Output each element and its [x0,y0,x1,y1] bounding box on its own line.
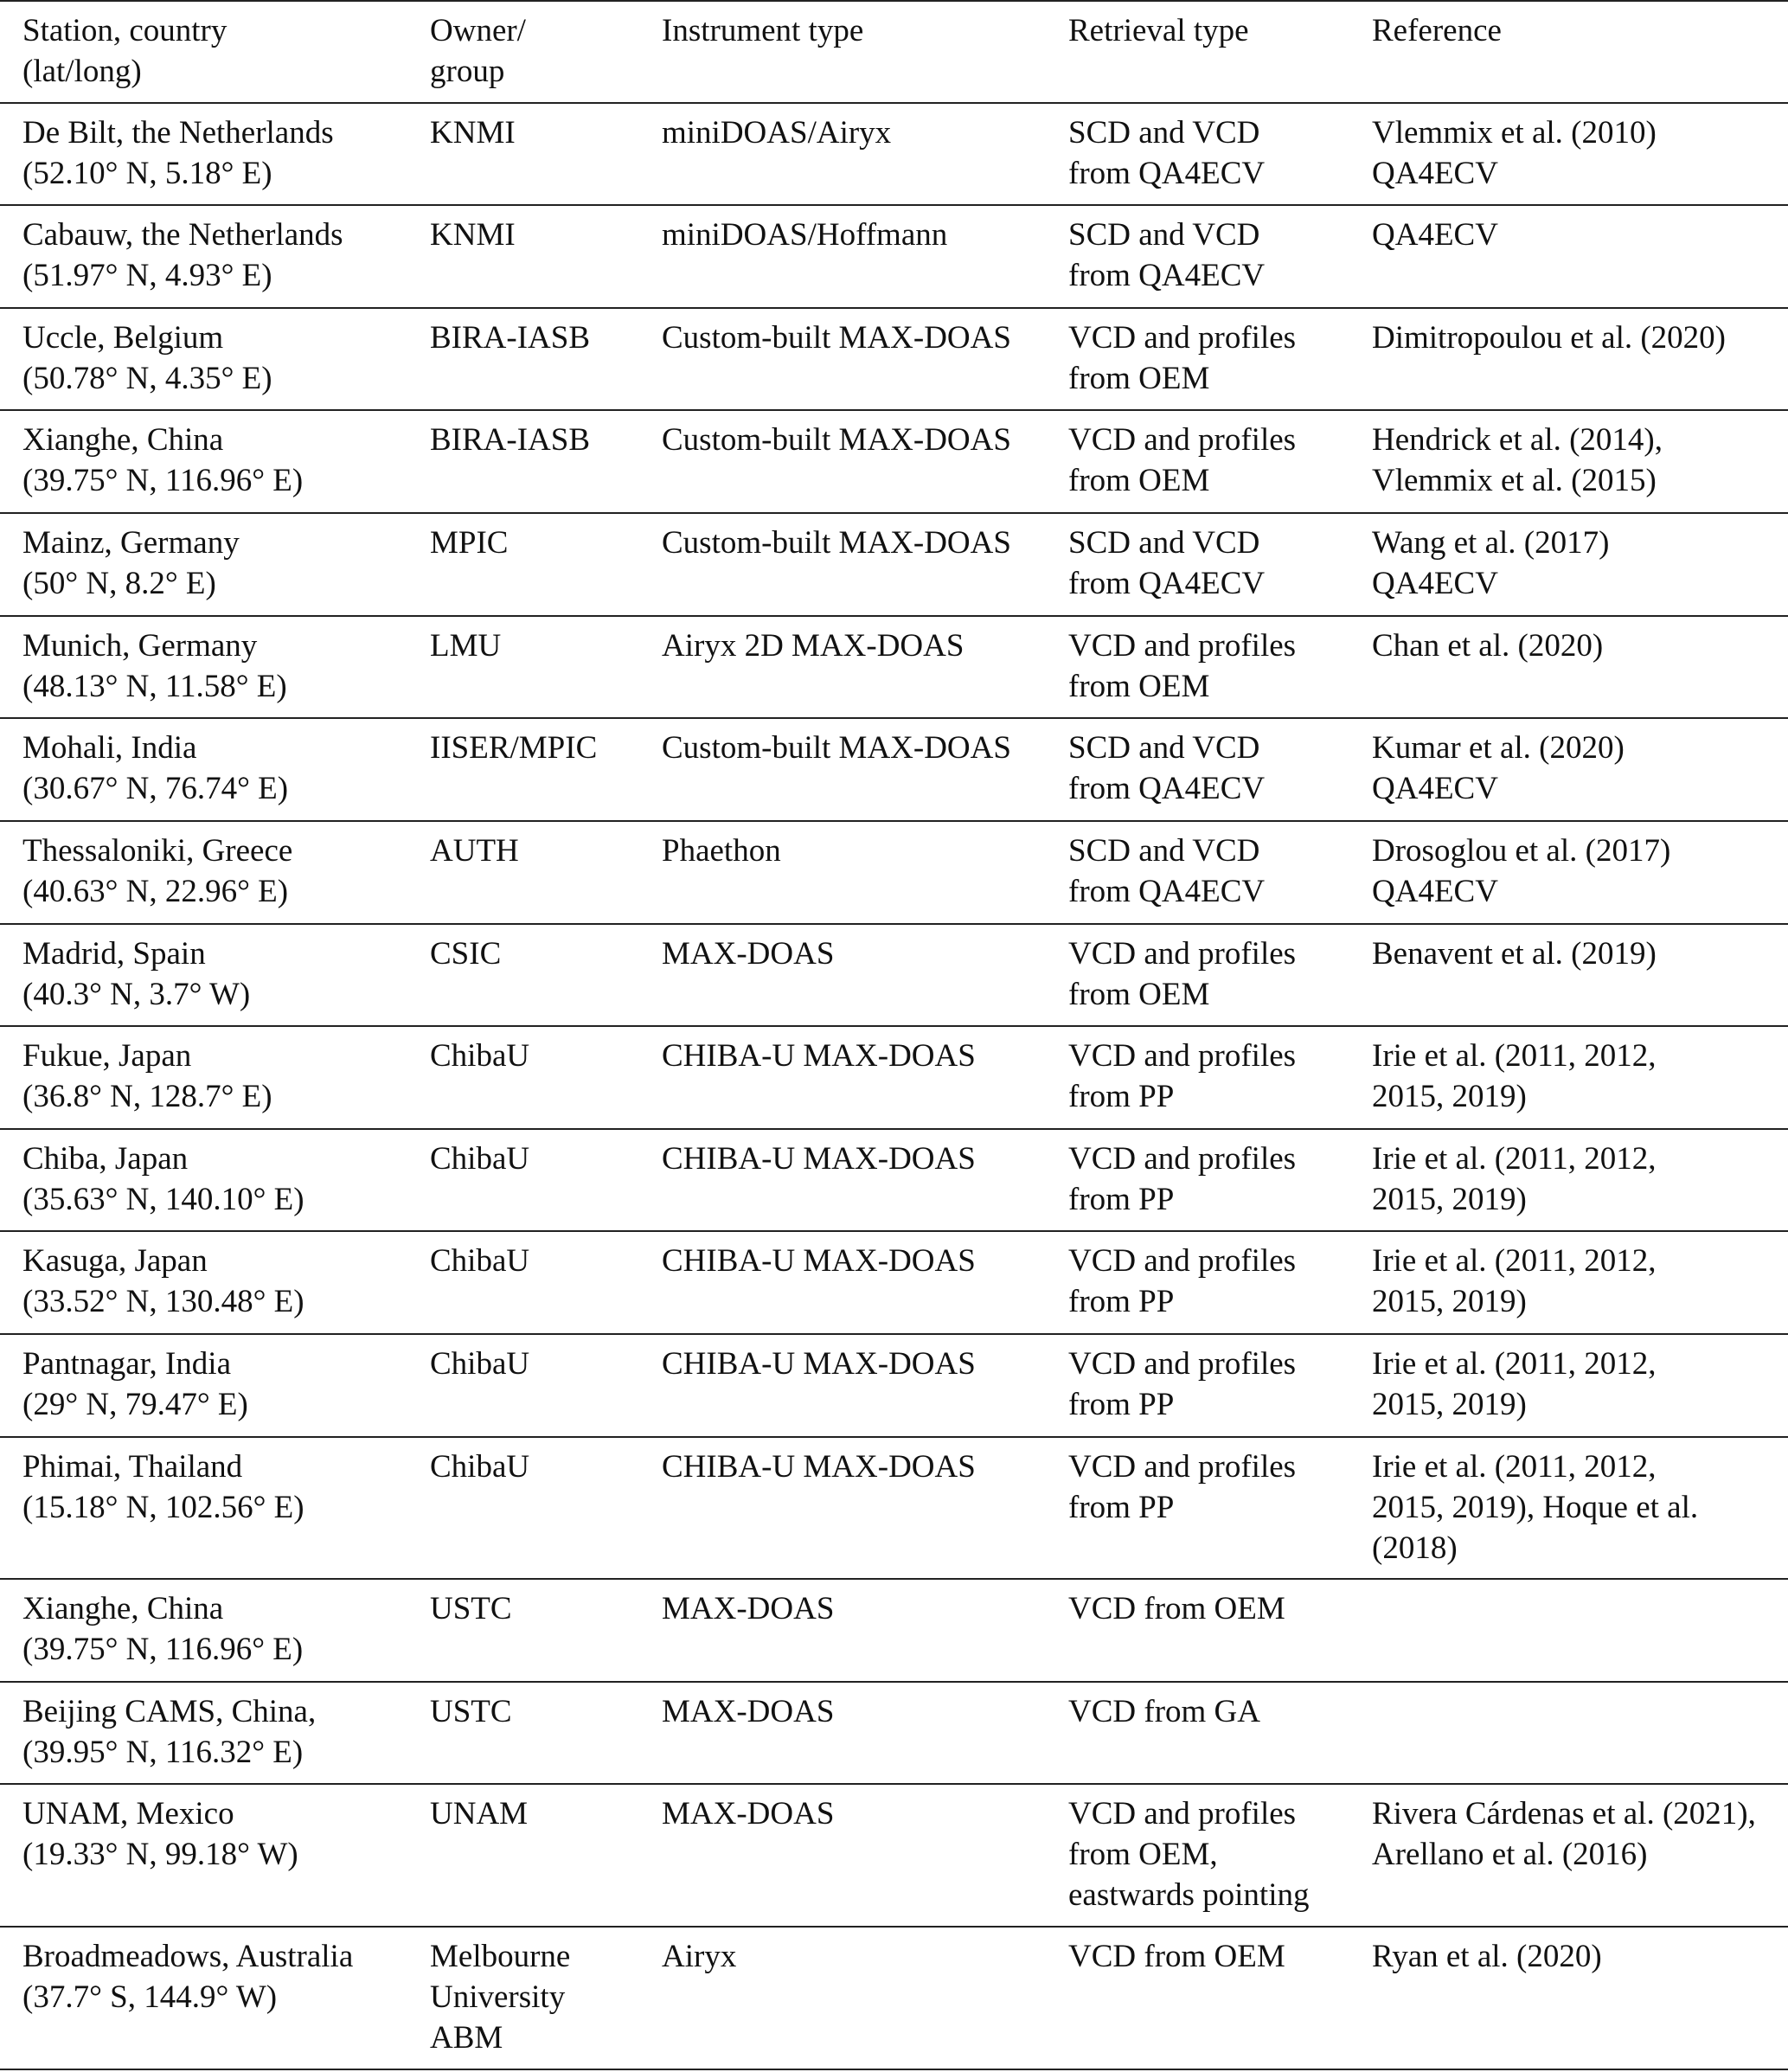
cell-owner [430,831,519,871]
table-row [0,309,1788,411]
cell-station-line: (33.52° N, 130.48° E) [22,1284,304,1319]
cell-instrument-line: MAX-DOAS [662,936,835,972]
cell-owner [430,318,590,358]
table-row [0,719,1788,822]
cell-station-line: Uccle, Belgium [22,320,224,356]
cell-reference [1372,933,1657,974]
cell-owner-line: ChibaU [430,1449,530,1485]
table-row [0,1027,1788,1130]
cell-instrument [662,1344,976,1384]
cell-retrieval-line: from QA4ECV [1068,874,1266,909]
cell-instrument [662,1691,834,1732]
cell-instrument-line: Custom-built MAX-DOAS [662,525,1011,561]
table-header [0,0,1788,104]
cell-station-line: (39.75° N, 116.96° E) [22,1632,304,1667]
cell-reference [1372,1447,1698,1568]
cell-retrieval-line: from QA4ECV [1068,258,1266,293]
cell-owner [430,1588,512,1629]
cell-reference-line: Rivera Cárdenas et al. (2021), [1372,1796,1756,1831]
cell-station [22,1036,272,1117]
cell-station [22,1936,353,2017]
cell-station-line: (36.8° N, 128.7° E) [22,1079,272,1114]
cell-retrieval [1068,1139,1296,1220]
cell-station-line: (19.33° N, 99.18° W) [22,1837,298,1872]
cell-reference [1372,318,1726,358]
cell-owner-line: UNAM [430,1796,529,1831]
cell-retrieval [1068,933,1296,1015]
cell-retrieval-line: VCD from OEM [1068,1939,1285,1974]
cell-instrument-line: Custom-built MAX-DOAS [662,730,1011,766]
cell-instrument [662,1447,976,1487]
column-header-owner [430,10,526,92]
cell-instrument-line: CHIBA-U MAX-DOAS [662,1346,976,1382]
cell-station [22,728,288,809]
cell-owner-line: Melbourne [430,1939,571,1974]
cell-retrieval-line: VCD and profiles [1068,936,1297,972]
cell-owner [430,1241,529,1281]
cell-instrument-line: MAX-DOAS [662,1591,835,1626]
cell-instrument-line: miniDOAS/Airyx [662,115,892,151]
cell-instrument-line: Phaethon [662,833,781,869]
cell-retrieval-line: from PP [1068,1079,1175,1114]
column-header-retrieval [1068,10,1249,51]
cell-owner [430,1447,529,1487]
column-header-instrument [662,10,863,51]
cell-retrieval-line: SCD and VCD [1068,730,1260,766]
cell-owner [430,112,516,153]
cell-instrument-line: Airyx 2D MAX-DOAS [662,628,964,664]
cell-retrieval-line: VCD from GA [1068,1694,1260,1729]
cell-reference [1372,1344,1656,1425]
cell-station [22,1447,304,1528]
cell-reference [1372,1793,1756,1875]
cell-instrument-line: MAX-DOAS [662,1796,835,1831]
cell-owner-line: BIRA-IASB [430,320,591,356]
cell-instrument [662,215,947,255]
cell-retrieval-line: from QA4ECV [1068,566,1266,601]
cell-owner [430,625,501,666]
cell-station [22,215,343,296]
cell-instrument-line: miniDOAS/Hoffmann [662,217,948,253]
cell-retrieval-line: VCD and profiles [1068,1346,1297,1382]
cell-reference-line: Vlemmix et al. (2015) [1372,463,1657,498]
cell-retrieval-line: from OEM [1068,669,1210,704]
cell-owner [430,1691,512,1732]
table-row [0,822,1788,925]
cell-retrieval-line: SCD and VCD [1068,217,1260,253]
cell-reference-line: Irie et al. (2011, 2012, [1372,1243,1657,1279]
cell-retrieval [1068,1936,1285,1977]
cell-station-line: Mainz, Germany [22,525,240,561]
cell-owner-line: BIRA-IASB [430,422,591,458]
column-header-station [22,10,227,92]
cell-reference-line: QA4ECV [1372,217,1498,253]
table-row [0,104,1788,206]
table-row [0,1928,1788,2070]
cell-owner-line: ChibaU [430,1038,530,1074]
cell-retrieval-line: from QA4ECV [1068,771,1266,806]
cell-retrieval-line: VCD and profiles [1068,1449,1297,1485]
cell-retrieval [1068,318,1296,399]
cell-reference-line: 2015, 2019) [1372,1387,1527,1422]
cell-station-line: (48.13° N, 11.58° E) [22,669,287,704]
cell-instrument [662,933,834,974]
table-row [0,206,1788,309]
cell-reference-line: Wang et al. (2017) [1372,525,1610,561]
table-row [0,1438,1788,1580]
cell-retrieval-line: from OEM [1068,977,1210,1012]
cell-station [22,1793,298,1875]
cell-retrieval-line: SCD and VCD [1068,525,1260,561]
column-header-reference-line: Reference [1372,13,1502,48]
cell-retrieval-line: from PP [1068,1182,1175,1217]
cell-reference [1372,728,1625,809]
cell-instrument-line: CHIBA-U MAX-DOAS [662,1038,976,1074]
cell-instrument-line: Custom-built MAX-DOAS [662,422,1011,458]
cell-retrieval-line: VCD and profiles [1068,1796,1297,1831]
column-header-owner-line: Owner/ [430,13,526,48]
cell-station-line: (30.67° N, 76.74° E) [22,771,289,806]
cell-station [22,1691,316,1773]
cell-station-line: Pantnagar, India [22,1346,231,1382]
cell-reference [1372,215,1498,255]
cell-retrieval-line: from QA4ECV [1068,156,1266,191]
cell-station-line: UNAM, Mexico [22,1796,234,1831]
cell-owner [430,1344,529,1384]
cell-owner-line: IISER/MPIC [430,730,598,766]
cell-retrieval-line: VCD and profiles [1068,1141,1297,1177]
cell-retrieval-line: VCD from OEM [1068,1591,1285,1626]
cell-station [22,1344,248,1425]
cell-retrieval-line: from OEM [1068,463,1210,498]
cell-retrieval [1068,831,1265,912]
cell-owner-line: USTC [430,1694,512,1729]
cell-instrument [662,1139,976,1179]
cell-station-line: (15.18° N, 102.56° E) [22,1490,304,1525]
table-row [0,1683,1788,1785]
cell-instrument-line: Airyx [662,1939,737,1974]
cell-owner [430,215,516,255]
cell-station-line: Beijing CAMS, China, [22,1694,317,1729]
cell-station-line: Madrid, Spain [22,936,206,972]
table-row [0,617,1788,719]
cell-reference-line: (2018) [1372,1530,1458,1566]
cell-retrieval [1068,523,1265,604]
cell-station-line: (39.75° N, 116.96° E) [22,463,304,498]
cell-owner-line: USTC [430,1591,512,1626]
cell-retrieval [1068,1691,1260,1732]
cell-retrieval [1068,728,1265,809]
cell-station [22,318,272,399]
table-row [0,1785,1788,1928]
cell-retrieval [1068,1588,1285,1629]
cell-instrument [662,318,1011,358]
cell-reference [1372,1936,1602,1977]
cell-owner-line: LMU [430,628,502,664]
cell-reference-line: QA4ECV [1372,874,1498,909]
cell-reference-line: 2015, 2019) [1372,1284,1527,1319]
cell-instrument [662,1588,834,1629]
cell-retrieval-line: VCD and profiles [1068,422,1297,458]
cell-station-line: Munich, Germany [22,628,258,664]
cell-retrieval-line: from PP [1068,1387,1175,1422]
cell-instrument-line: CHIBA-U MAX-DOAS [662,1449,976,1485]
cell-station-line: Thessaloniki, Greece [22,833,293,869]
cell-owner [430,933,501,974]
cell-station-line: Cabauw, the Netherlands [22,217,343,253]
cell-retrieval-line: SCD and VCD [1068,115,1260,151]
cell-reference-line: Irie et al. (2011, 2012, [1372,1346,1657,1382]
cell-station [22,523,240,604]
cell-instrument [662,728,1011,768]
cell-station-line: De Bilt, the Netherlands [22,115,334,151]
table-row [0,925,1788,1027]
cell-reference [1372,625,1603,666]
cell-station-line: Kasuga, Japan [22,1243,208,1279]
cell-station-line: (52.10° N, 5.18° E) [22,156,272,191]
cell-station [22,1139,304,1220]
cell-station-line: (37.7° S, 144.9° W) [22,1979,278,2015]
cell-reference-line: Ryan et al. (2020) [1372,1939,1602,1974]
cell-retrieval-line: VCD and profiles [1068,628,1297,664]
cell-station-line: (51.97° N, 4.93° E) [22,258,272,293]
cell-retrieval [1068,1344,1296,1425]
table-row [0,1335,1788,1438]
cell-instrument [662,1241,976,1281]
cell-owner-line: KNMI [430,115,516,151]
cell-instrument [662,625,964,666]
cell-owner [430,420,590,460]
table-row [0,514,1788,617]
cell-station [22,625,287,707]
cell-retrieval [1068,1447,1296,1528]
cell-reference [1372,1139,1656,1220]
cell-retrieval [1068,1793,1309,1915]
cell-retrieval [1068,420,1296,501]
cell-station [22,112,334,194]
cell-station-line: (39.95° N, 116.32° E) [22,1735,304,1770]
cell-station-line: Fukue, Japan [22,1038,192,1074]
cell-owner [430,1036,529,1076]
cell-owner-line: CSIC [430,936,502,972]
table-row [0,1232,1788,1335]
cell-reference-line: Arellano et al. (2016) [1372,1837,1648,1872]
cell-owner [430,1936,570,2058]
cell-station-line: Chiba, Japan [22,1141,189,1177]
cell-reference [1372,1241,1656,1322]
cell-retrieval [1068,1241,1296,1322]
cell-owner-line: ChibaU [430,1141,530,1177]
cell-instrument [662,1793,834,1834]
cell-station-line: Phimai, Thailand [22,1449,243,1485]
cell-station [22,420,303,501]
cell-owner-line: MPIC [430,525,509,561]
cell-station [22,1241,304,1322]
cell-reference-line: Dimitropoulou et al. (2020) [1372,320,1726,356]
cell-reference-line: Vlemmix et al. (2010) [1372,115,1657,151]
cell-reference-line: Benavent et al. (2019) [1372,936,1657,972]
cell-retrieval-line: VCD and profiles [1068,1038,1297,1074]
cell-owner [430,1793,528,1834]
cell-retrieval-line: SCD and VCD [1068,833,1260,869]
cell-instrument [662,112,891,153]
cell-station-line: (50° N, 8.2° E) [22,566,216,601]
cell-instrument [662,831,781,871]
column-header-instrument-line: Instrument type [662,13,864,48]
cell-owner-line: ChibaU [430,1243,530,1279]
table-row [0,1130,1788,1232]
cell-retrieval-line: from OEM, [1068,1837,1218,1872]
cell-retrieval [1068,112,1265,194]
cell-retrieval-line: from PP [1068,1284,1175,1319]
cell-reference-line: Kumar et al. (2020) [1372,730,1625,766]
column-header-retrieval-line: Retrieval type [1068,13,1249,48]
cell-reference [1372,1036,1656,1117]
cell-instrument-line: CHIBA-U MAX-DOAS [662,1243,976,1279]
cell-retrieval [1068,1036,1296,1117]
cell-station-line: (50.78° N, 4.35° E) [22,361,272,396]
cell-retrieval-line: eastwards pointing [1068,1877,1310,1913]
cell-owner-line: ABM [430,2020,503,2056]
cell-station-line: Xianghe, China [22,1591,224,1626]
cell-reference [1372,523,1609,604]
cell-reference-line: 2015, 2019) [1372,1079,1527,1114]
cell-reference-line: QA4ECV [1372,566,1498,601]
cell-reference [1372,112,1657,194]
cell-station-line: Xianghe, China [22,422,224,458]
cell-reference-line: QA4ECV [1372,156,1498,191]
cell-station-line: Broadmeadows, Australia [22,1939,354,1974]
cell-instrument [662,420,1011,460]
cell-reference [1372,831,1670,912]
cell-retrieval-line: from OEM [1068,361,1210,396]
cell-owner-line: AUTH [430,833,519,869]
cell-reference [1372,420,1663,501]
cell-reference-line: Irie et al. (2011, 2012, [1372,1038,1657,1074]
cell-station-line: (40.63° N, 22.96° E) [22,874,289,909]
cell-reference-line: 2015, 2019) [1372,1182,1527,1217]
cell-station-line: (40.3° N, 3.7° W) [22,977,251,1012]
cell-reference-line: QA4ECV [1372,771,1498,806]
cell-reference-line: Irie et al. (2011, 2012, [1372,1141,1657,1177]
cell-owner [430,728,597,768]
cell-reference-line: 2015, 2019), Hoque et al. [1372,1490,1699,1525]
cell-station-line: Mohali, India [22,730,197,766]
table-row [0,1580,1788,1683]
cell-retrieval-line: VCD and profiles [1068,1243,1297,1279]
column-header-reference [1372,10,1502,51]
cell-station-line: (35.63° N, 140.10° E) [22,1182,304,1217]
cell-station-line: (29° N, 79.47° E) [22,1387,248,1422]
cell-instrument [662,1036,976,1076]
cell-retrieval [1068,215,1265,296]
cell-reference-line: Irie et al. (2011, 2012, [1372,1449,1657,1485]
cell-retrieval-line: VCD and profiles [1068,320,1297,356]
cell-station [22,831,292,912]
cell-retrieval-line: from PP [1068,1490,1175,1525]
cell-instrument [662,1936,736,1977]
cell-instrument-line: MAX-DOAS [662,1694,835,1729]
column-header-station-line: Station, country [22,13,228,48]
cell-reference-line: Chan et al. (2020) [1372,628,1604,664]
column-header-owner-line: group [430,54,505,89]
column-header-station-line: (lat/long) [22,54,142,89]
cell-owner [430,523,508,563]
cell-instrument-line: CHIBA-U MAX-DOAS [662,1141,976,1177]
cell-retrieval [1068,625,1296,707]
cell-reference-line: Drosoglou et al. (2017) [1372,833,1671,869]
cell-station [22,933,250,1015]
cell-owner-line: ChibaU [430,1346,530,1382]
table-row [0,411,1788,514]
cell-reference-line: Hendrick et al. (2014), [1372,422,1663,458]
cell-station [22,1588,303,1670]
cell-owner-line: KNMI [430,217,516,253]
cell-instrument-line: Custom-built MAX-DOAS [662,320,1011,356]
cell-owner [430,1139,529,1179]
cell-owner-line: University [430,1979,566,2015]
cell-instrument [662,523,1011,563]
